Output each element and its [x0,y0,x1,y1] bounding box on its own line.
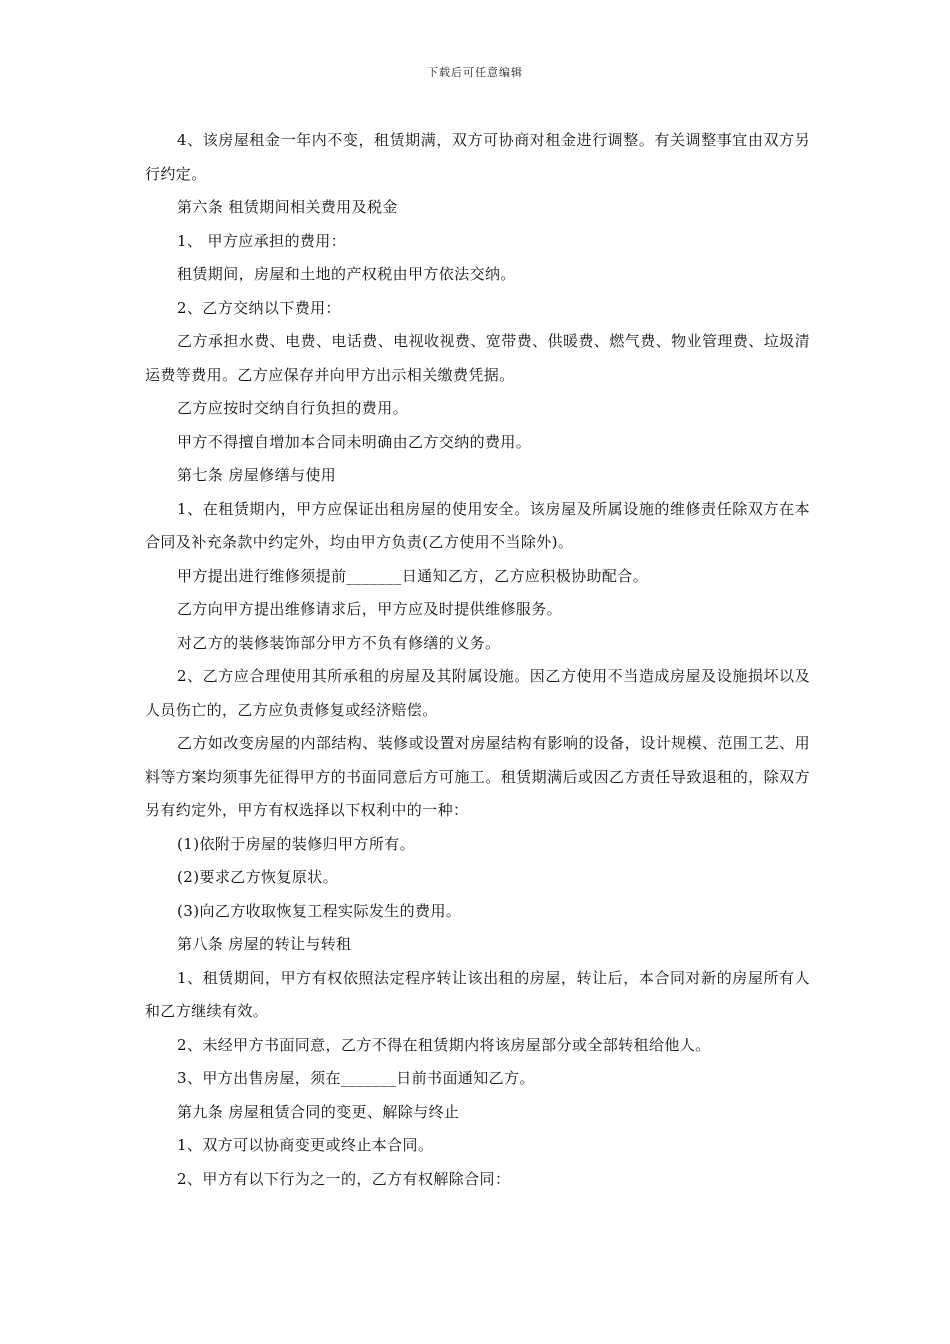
article-7-heading: 第七条 房屋修缮与使用 [177,466,337,484]
paragraph: 2、乙方应合理使用其所承租的房屋及其附属设施。因乙方使用不当造成房屋及设施损坏以及人员伤亡的，乙方应负责修复或经济赔偿。 [145,667,810,719]
paragraph: 1、双方可以协商变更或终止本合同。 [177,1136,434,1154]
paragraph: 乙方承担水费、电费、电话费、电视收视费、宽带费、供暖费、燃气费、物业管理费、垃圾清运费等费用。乙方应保存并向甲方出示相关缴费凭据。 [145,332,810,384]
article-9-heading: 第九条 房屋租赁合同的变更、解除与终止 [177,1102,460,1121]
document-body [145,124,810,1196]
paragraph: 乙方应按时交纳自行负担的费用。 [177,399,409,417]
article-6-heading: 第六条 租赁期间相关费用及税金 [177,198,398,216]
paragraph: 2、未经甲方书面同意，乙方不得在租赁期内将该房屋部分或全部转租给他人。 [177,1035,711,1054]
list-item: (3)向乙方收取恢复工程实际发生的费用。 [177,901,462,920]
paragraph: 对乙方的装修装饰部分甲方不负有修缮的义务。 [177,633,501,652]
paragraph: 甲方提出进行维修须提前_______日通知乙方，乙方应积极协助配合。 [177,566,649,585]
list-item: (1)依附于房屋的装修归甲方所有。 [177,834,416,853]
article-8-heading: 第八条 房屋的转让与转租 [177,935,352,953]
paragraph: 乙方向甲方提出维修请求后，甲方应及时提供维修服务。 [177,600,563,618]
list-item: (2)要求乙方恢复原状。 [177,868,339,886]
paragraph: 甲方不得擅自增加本合同未明确由乙方交纳的费用。 [177,432,532,451]
paragraph: 1、在租赁期内，甲方应保证出租房屋的使用安全。该房屋及所属设施的维修责任除双方在本合同及补充条款中约定外，均由甲方负责(乙方使用不当除外)。 [145,499,810,551]
paragraph: 1、租赁期间，甲方有权依照法定程序转让该出租的房屋，转让后，本合同对新的房屋所有人和乙方继续有效。 [145,968,810,1020]
paragraph: 2、甲方有以下行为之一的，乙方有权解除合同： [177,1169,511,1188]
paragraph: 1、 甲方应承担的费用： [177,231,347,250]
paragraph: 乙方如改变房屋的内部结构、装修或设置对房屋结构有影响的设备，设计规模、范围工艺、用料等方案均须事先征得甲方的书面同意后方可施工。租赁期满后或因乙方责任导致退租的，除双方另有约定外，甲方有权选择以下权利中的一种： [145,734,810,819]
paragraph-rent-adjustment: 4、该房屋租金一年内不变，租赁期满，双方可协商对租金进行调整。有关调整事宜由双方另行约定。 [145,131,810,183]
page-header: 下载后可任意编辑 [427,66,523,79]
paragraph: 3、甲方出售房屋，须在_______日前书面通知乙方。 [177,1069,535,1087]
paragraph: 租赁期间，房屋和土地的产权税由甲方依法交纳。 [177,265,516,283]
paragraph: 2、乙方交纳以下费用： [177,298,341,317]
